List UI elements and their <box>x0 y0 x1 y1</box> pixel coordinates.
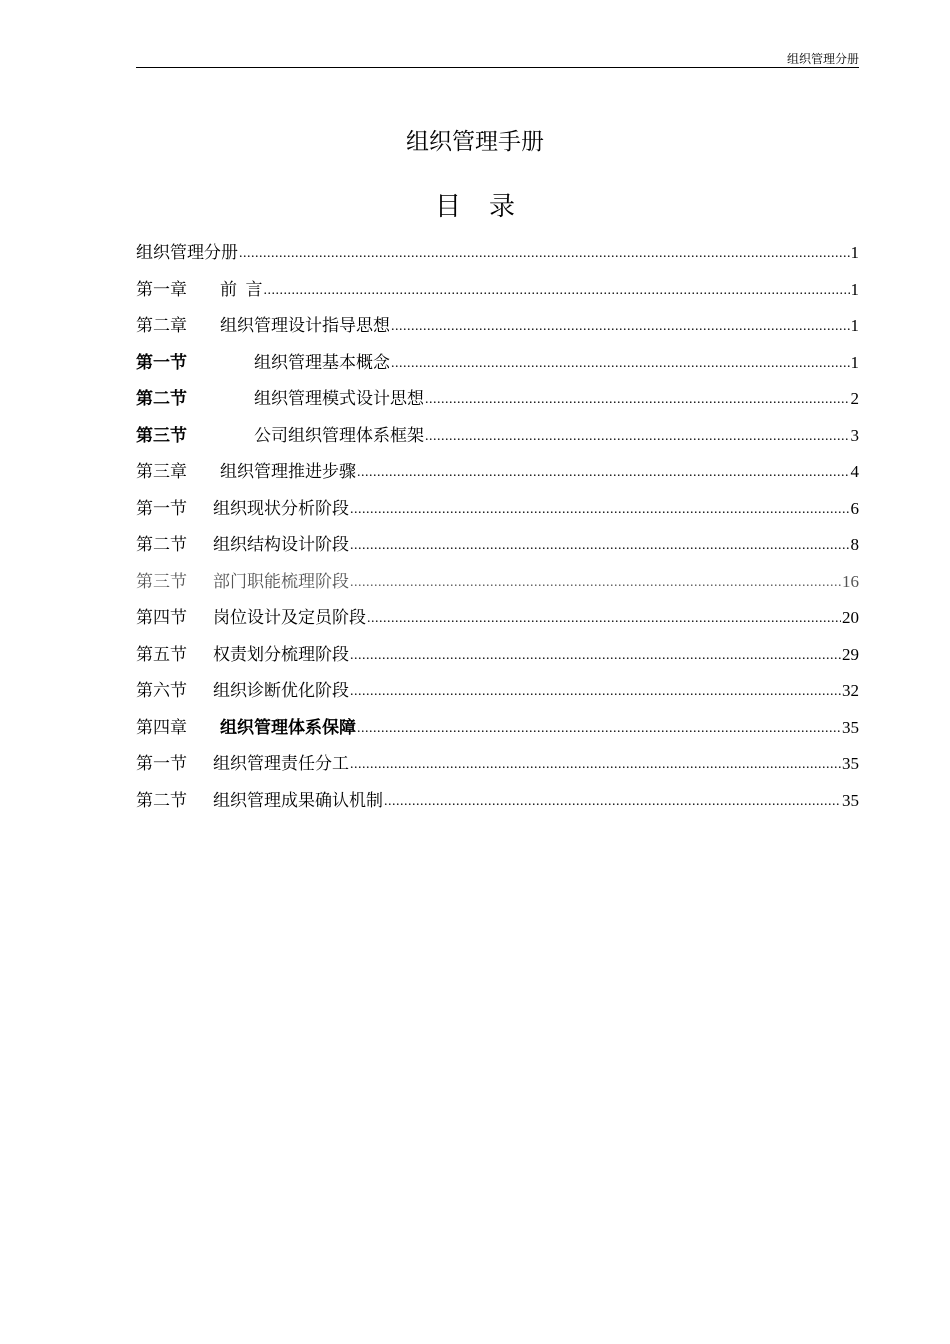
toc-leader-dots <box>367 604 841 632</box>
toc-entry-title: 组织结构设计阶段 <box>213 535 349 554</box>
toc-entry-title: 组织管理推进步骤 <box>220 462 356 481</box>
toc-entry[interactable] <box>136 313 859 350</box>
toc-leader-dots <box>350 641 841 669</box>
toc-entry-title: 权责划分梳理阶段 <box>213 644 349 664</box>
toc-leader-dots <box>384 787 841 815</box>
header-rule <box>136 67 859 68</box>
toc-entry-title: 组织管理体系保障 <box>220 717 356 737</box>
toc-entry-title: 岗位设计及定员阶段 <box>213 608 366 627</box>
toc-heading: 目录 <box>434 192 543 221</box>
toc-entry-title: 部门职能梳理阶段 <box>213 571 349 591</box>
toc-entry[interactable] <box>136 496 859 533</box>
toc-entry[interactable] <box>136 751 859 788</box>
toc-leader-dots <box>425 385 850 413</box>
toc-entry-label: 第一节 <box>136 754 187 773</box>
toc-entry[interactable] <box>136 277 859 314</box>
toc-entry-page: 32 <box>842 681 859 700</box>
toc-entry-title: 公司组织管理体系框架 <box>254 425 424 445</box>
toc-entry-label: 第二节 <box>136 389 187 408</box>
toc-entry-label: 第三节 <box>136 425 187 445</box>
toc-leader-dots <box>350 531 850 559</box>
toc-entry-page: 35 <box>842 717 859 737</box>
document-title: 组织管理手册 <box>406 129 544 154</box>
toc-entry-title: 前 言 <box>220 279 263 299</box>
toc-entry-page: 4 <box>850 462 859 481</box>
table-of-contents <box>136 240 859 824</box>
toc-entry-label: 第六节 <box>136 681 187 700</box>
toc-entry-page: 2 <box>850 389 859 408</box>
toc-entry-label: 第三章 <box>136 462 187 481</box>
toc-entry[interactable] <box>136 532 859 569</box>
toc-entry-label: 第四章 <box>136 717 187 737</box>
toc-entry-page: 35 <box>842 790 859 810</box>
toc-entry-page: 1 <box>850 352 859 372</box>
toc-entry-label: 第三节 <box>136 571 187 591</box>
toc-entry[interactable] <box>136 788 859 825</box>
toc-entry-page: 1 <box>850 316 859 335</box>
toc-leader-dots <box>391 349 850 377</box>
toc-leader-dots <box>357 714 841 742</box>
toc-entry[interactable] <box>136 459 859 496</box>
toc-entry-title: 组织管理基本概念 <box>254 352 390 372</box>
toc-entry-page: 16 <box>842 571 859 591</box>
toc-entry-page: 1 <box>850 243 859 262</box>
toc-entry[interactable] <box>136 642 859 679</box>
toc-leader-dots <box>425 422 850 450</box>
toc-entry-page: 20 <box>842 608 859 627</box>
toc-entry-title: 组织管理设计指导思想 <box>220 316 390 335</box>
toc-entry-title: 组织管理责任分工 <box>213 754 349 773</box>
toc-leader-dots <box>350 750 841 778</box>
toc-leader-dots <box>350 677 841 705</box>
toc-entry-label: 第四节 <box>136 608 187 627</box>
toc-leader-dots <box>357 458 850 486</box>
toc-entry-label: 第一节 <box>136 352 187 372</box>
toc-leader-dots <box>350 495 850 523</box>
toc-entry-page: 35 <box>842 754 859 773</box>
toc-entry-page: 8 <box>850 535 859 554</box>
toc-entry-page: 6 <box>850 498 859 518</box>
toc-entry-page: 29 <box>842 644 859 664</box>
toc-entry[interactable] <box>136 386 859 423</box>
toc-entry-title: 组织管理分册 <box>136 243 238 262</box>
toc-leader-dots <box>350 568 841 596</box>
toc-leader-dots <box>264 276 850 304</box>
toc-entry-page: 1 <box>850 279 859 299</box>
toc-entry-label: 第五节 <box>136 644 187 664</box>
toc-entry[interactable] <box>136 678 859 715</box>
toc-entry-label: 第一节 <box>136 498 187 518</box>
toc-entry-label: 第一章 <box>136 279 187 299</box>
toc-entry-title: 组织管理成果确认机制 <box>213 790 383 810</box>
toc-entry-title: 组织诊断优化阶段 <box>213 681 349 700</box>
toc-leader-dots <box>391 312 850 340</box>
toc-entry[interactable] <box>136 423 859 460</box>
toc-entry[interactable] <box>136 605 859 642</box>
toc-entry[interactable] <box>136 715 859 752</box>
toc-entry[interactable] <box>136 350 859 387</box>
running-header: 组织管理分册 <box>786 52 859 66</box>
toc-entry-title: 组织现状分析阶段 <box>213 498 349 518</box>
toc-entry-label: 第二章 <box>136 316 187 335</box>
toc-entry-label: 第二节 <box>136 790 187 810</box>
toc-entry-title: 组织管理模式设计思想 <box>254 389 424 408</box>
toc-entry-page: 3 <box>850 425 859 445</box>
toc-entry-label: 第二节 <box>136 535 187 554</box>
toc-leader-dots <box>239 239 850 267</box>
toc-entry[interactable] <box>136 240 859 277</box>
toc-entry[interactable] <box>136 569 859 606</box>
